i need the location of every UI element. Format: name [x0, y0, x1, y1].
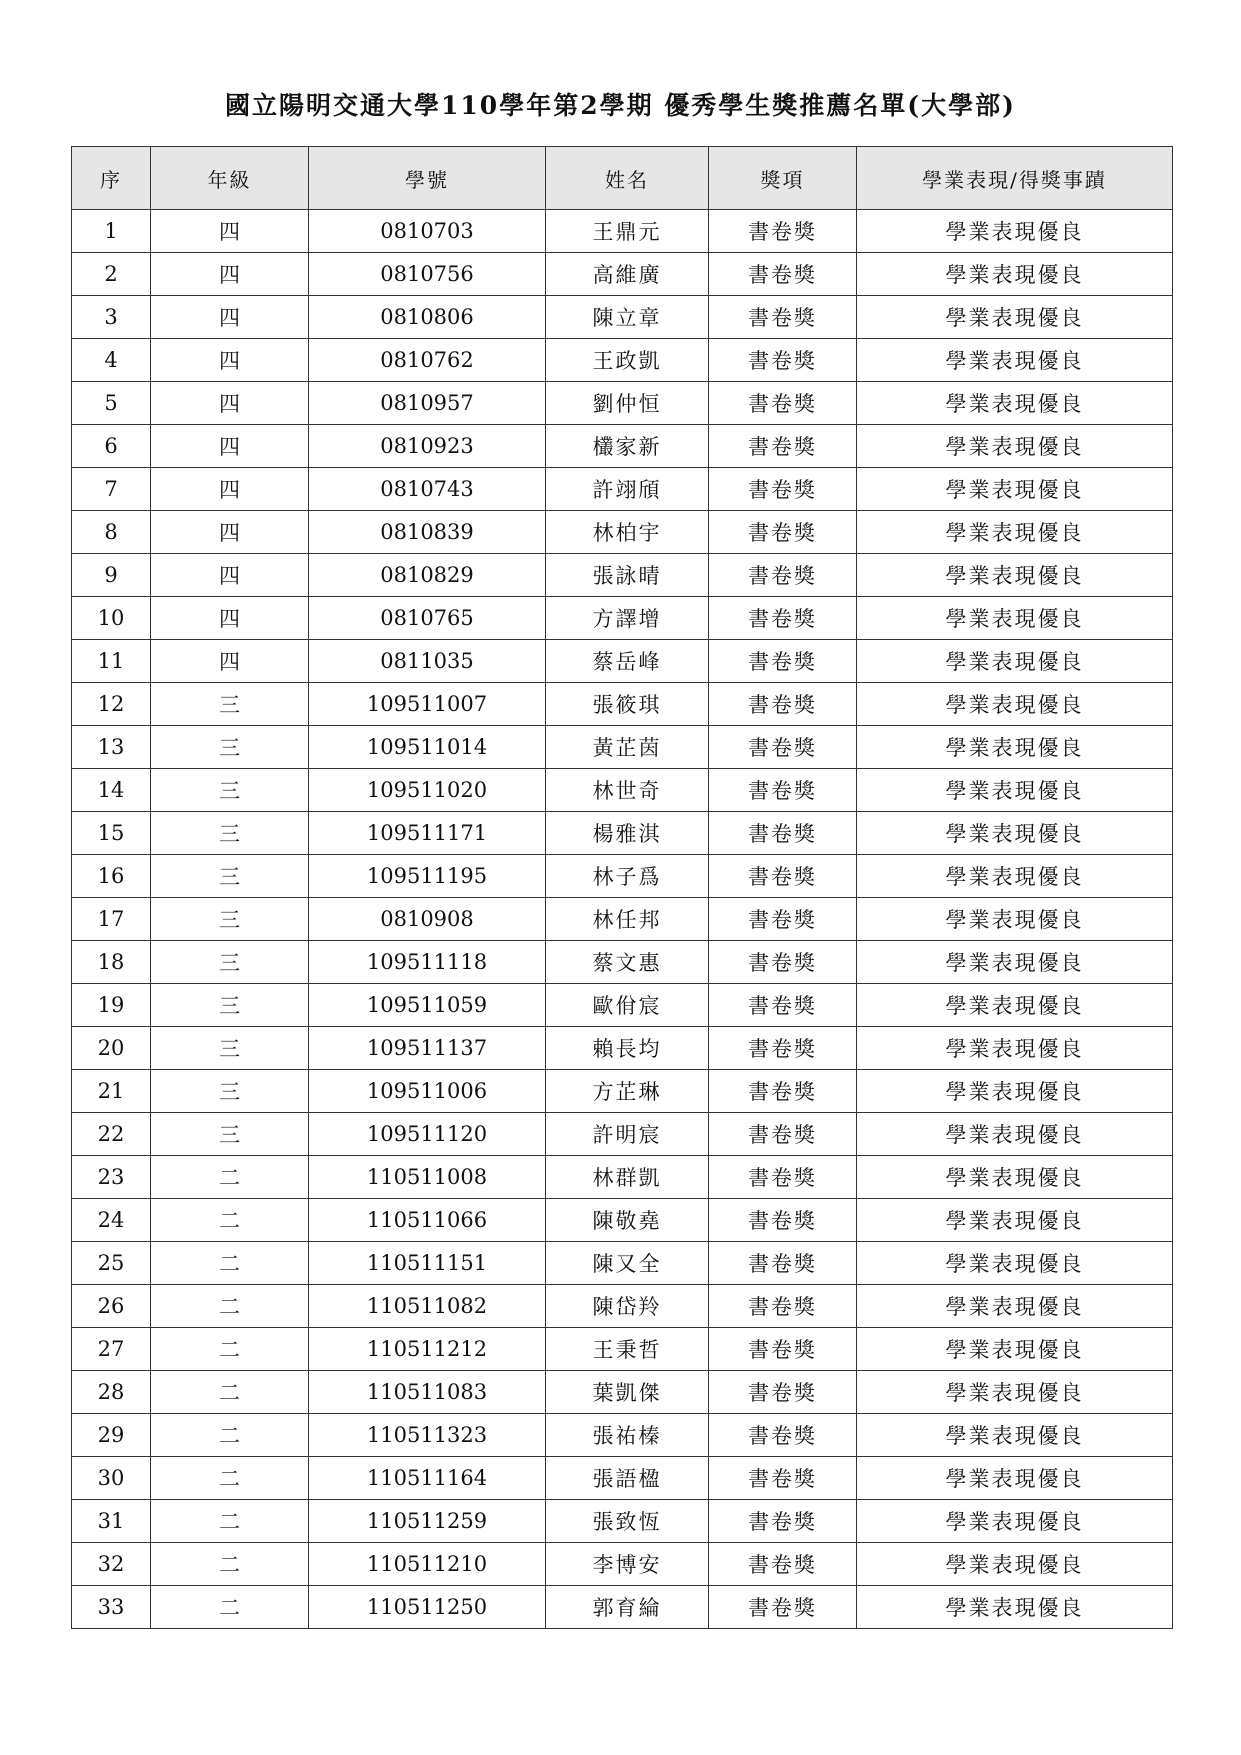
cell-student-id: 110511250	[309, 1586, 546, 1629]
cell-award: 書卷獎	[709, 812, 857, 855]
cell-student-id: 0811035	[309, 640, 546, 683]
cell-seq: 26	[72, 1285, 151, 1328]
cell-award: 書卷獎	[709, 640, 857, 683]
table-row	[72, 941, 1173, 984]
cell-name: 張致恆	[546, 1500, 709, 1543]
cell-seq: 30	[72, 1457, 151, 1500]
cell-grade: 四	[151, 210, 309, 253]
cell-grade: 三	[151, 769, 309, 812]
cell-remark: 學業表現優良	[857, 210, 1173, 253]
table-row	[72, 253, 1173, 296]
cell-seq: 18	[72, 941, 151, 984]
cell-remark: 學業表現優良	[857, 1414, 1173, 1457]
cell-award: 書卷獎	[709, 683, 857, 726]
cell-grade: 二	[151, 1457, 309, 1500]
cell-remark: 學業表現優良	[857, 855, 1173, 898]
cell-award: 書卷獎	[709, 1156, 857, 1199]
cell-award: 書卷獎	[709, 1113, 857, 1156]
table-header	[72, 147, 1173, 210]
cell-remark: 學業表現優良	[857, 1027, 1173, 1070]
cell-student-id: 110511082	[309, 1285, 546, 1328]
table-row	[72, 1027, 1173, 1070]
cell-name: 林任邦	[546, 898, 709, 941]
cell-award: 書卷獎	[709, 382, 857, 425]
cell-remark: 學業表現優良	[857, 898, 1173, 941]
table-row	[72, 855, 1173, 898]
cell-grade: 二	[151, 1242, 309, 1285]
cell-student-id: 0810743	[309, 468, 546, 511]
cell-seq: 17	[72, 898, 151, 941]
cell-remark: 學業表現優良	[857, 1199, 1173, 1242]
cell-award: 書卷獎	[709, 1242, 857, 1285]
cell-grade: 四	[151, 425, 309, 468]
cell-name: 葉凱傑	[546, 1371, 709, 1414]
table-row	[72, 210, 1173, 253]
cell-name: 歐佾宸	[546, 984, 709, 1027]
cell-student-id: 0810908	[309, 898, 546, 941]
cell-remark: 學業表現優良	[857, 511, 1173, 554]
cell-award: 書卷獎	[709, 855, 857, 898]
cell-remark: 學業表現優良	[857, 597, 1173, 640]
table-row	[72, 554, 1173, 597]
cell-seq: 33	[72, 1586, 151, 1629]
table-row	[72, 1285, 1173, 1328]
cell-seq: 10	[72, 597, 151, 640]
document-title: 國立陽明交通大學110學年第2學期 優秀學生獎推薦名單(大學部)	[225, 91, 1016, 120]
table-row	[72, 597, 1173, 640]
cell-grade: 二	[151, 1500, 309, 1543]
cell-grade: 二	[151, 1328, 309, 1371]
cell-remark: 學業表現優良	[857, 769, 1173, 812]
cell-remark: 學業表現優良	[857, 1285, 1173, 1328]
cell-student-id: 109511020	[309, 769, 546, 812]
cell-award: 書卷獎	[709, 1199, 857, 1242]
cell-student-id: 0810806	[309, 296, 546, 339]
cell-seq: 14	[72, 769, 151, 812]
table-row	[72, 898, 1173, 941]
cell-remark: 學業表現優良	[857, 984, 1173, 1027]
cell-student-id: 109511006	[309, 1070, 546, 1113]
table-row	[72, 1328, 1173, 1371]
cell-student-id: 110511066	[309, 1199, 546, 1242]
header-name: 姓名	[546, 147, 709, 210]
cell-award: 書卷獎	[709, 296, 857, 339]
cell-seq: 19	[72, 984, 151, 1027]
cell-grade: 四	[151, 511, 309, 554]
cell-remark: 學業表現優良	[857, 554, 1173, 597]
cell-award: 書卷獎	[709, 941, 857, 984]
cell-award: 書卷獎	[709, 1285, 857, 1328]
cell-name: 陳岱羚	[546, 1285, 709, 1328]
cell-student-id: 0810839	[309, 511, 546, 554]
cell-remark: 學業表現優良	[857, 1242, 1173, 1285]
cell-award: 書卷獎	[709, 339, 857, 382]
cell-award: 書卷獎	[709, 1543, 857, 1586]
cell-name: 張筱琪	[546, 683, 709, 726]
cell-award: 書卷獎	[709, 726, 857, 769]
cell-award: 書卷獎	[709, 425, 857, 468]
cell-seq: 25	[72, 1242, 151, 1285]
cell-name: 林柏宇	[546, 511, 709, 554]
cell-remark: 學業表現優良	[857, 1457, 1173, 1500]
cell-student-id: 0810923	[309, 425, 546, 468]
cell-award: 書卷獎	[709, 1371, 857, 1414]
cell-award: 書卷獎	[709, 468, 857, 511]
cell-grade: 三	[151, 1070, 309, 1113]
cell-award: 書卷獎	[709, 984, 857, 1027]
cell-grade: 三	[151, 941, 309, 984]
cell-name: 林群凱	[546, 1156, 709, 1199]
cell-name: 林子爲	[546, 855, 709, 898]
cell-award: 書卷獎	[709, 1328, 857, 1371]
cell-student-id: 110511212	[309, 1328, 546, 1371]
cell-remark: 學業表現優良	[857, 726, 1173, 769]
cell-name: 陳立章	[546, 296, 709, 339]
table-row	[72, 511, 1173, 554]
cell-remark: 學業表現優良	[857, 339, 1173, 382]
table-row	[72, 1242, 1173, 1285]
cell-grade: 三	[151, 683, 309, 726]
cell-seq: 23	[72, 1156, 151, 1199]
cell-student-id: 110511151	[309, 1242, 546, 1285]
cell-award: 書卷獎	[709, 554, 857, 597]
cell-student-id: 0810957	[309, 382, 546, 425]
table-row	[72, 1457, 1173, 1500]
cell-grade: 三	[151, 898, 309, 941]
cell-name: 王秉哲	[546, 1328, 709, 1371]
table-row	[72, 1199, 1173, 1242]
cell-grade: 二	[151, 1543, 309, 1586]
table-row	[72, 769, 1173, 812]
cell-award: 書卷獎	[709, 1414, 857, 1457]
cell-name: 方芷琳	[546, 1070, 709, 1113]
cell-grade: 四	[151, 339, 309, 382]
table-row	[72, 1586, 1173, 1629]
cell-seq: 20	[72, 1027, 151, 1070]
cell-grade: 四	[151, 468, 309, 511]
cell-award: 書卷獎	[709, 1457, 857, 1500]
cell-grade: 四	[151, 640, 309, 683]
header-remark: 學業表現/得獎事蹟	[857, 147, 1173, 210]
table-row	[72, 1156, 1173, 1199]
table-row	[72, 683, 1173, 726]
cell-remark: 學業表現優良	[857, 683, 1173, 726]
cell-name: 陳敬堯	[546, 1199, 709, 1242]
cell-name: 高維廣	[546, 253, 709, 296]
cell-seq: 22	[72, 1113, 151, 1156]
cell-grade: 三	[151, 1113, 309, 1156]
cell-seq: 21	[72, 1070, 151, 1113]
cell-name: 賴長均	[546, 1027, 709, 1070]
cell-student-id: 110511323	[309, 1414, 546, 1457]
cell-award: 書卷獎	[709, 1027, 857, 1070]
table-row	[72, 382, 1173, 425]
cell-student-id: 0810765	[309, 597, 546, 640]
cell-seq: 1	[72, 210, 151, 253]
cell-remark: 學業表現優良	[857, 1156, 1173, 1199]
cell-grade: 三	[151, 1027, 309, 1070]
table-row	[72, 1543, 1173, 1586]
cell-student-id: 110511259	[309, 1500, 546, 1543]
cell-name: 王政凱	[546, 339, 709, 382]
table-row	[72, 1070, 1173, 1113]
cell-grade: 三	[151, 812, 309, 855]
cell-seq: 27	[72, 1328, 151, 1371]
cell-seq: 7	[72, 468, 151, 511]
cell-grade: 三	[151, 984, 309, 1027]
cell-student-id: 110511164	[309, 1457, 546, 1500]
cell-seq: 4	[72, 339, 151, 382]
cell-seq: 11	[72, 640, 151, 683]
cell-remark: 學業表現優良	[857, 296, 1173, 339]
cell-seq: 32	[72, 1543, 151, 1586]
cell-student-id: 110511083	[309, 1371, 546, 1414]
table-row	[72, 1113, 1173, 1156]
cell-student-id: 109511014	[309, 726, 546, 769]
cell-name: 許翊頎	[546, 468, 709, 511]
cell-student-id: 0810762	[309, 339, 546, 382]
cell-seq: 15	[72, 812, 151, 855]
table-row	[72, 812, 1173, 855]
cell-student-id: 109511137	[309, 1027, 546, 1070]
cell-student-id: 109511118	[309, 941, 546, 984]
cell-grade: 二	[151, 1371, 309, 1414]
cell-seq: 24	[72, 1199, 151, 1242]
cell-name: 蔡岳峰	[546, 640, 709, 683]
cell-name: 劉仲恒	[546, 382, 709, 425]
cell-grade: 四	[151, 597, 309, 640]
cell-name: 張語楹	[546, 1457, 709, 1500]
cell-grade: 二	[151, 1414, 309, 1457]
cell-grade: 三	[151, 726, 309, 769]
table-row	[72, 1371, 1173, 1414]
cell-remark: 學業表現優良	[857, 425, 1173, 468]
cell-award: 書卷獎	[709, 1586, 857, 1629]
cell-award: 書卷獎	[709, 253, 857, 296]
award-table	[71, 146, 1173, 1629]
cell-student-id: 0810756	[309, 253, 546, 296]
table-row	[72, 1414, 1173, 1457]
cell-remark: 學業表現優良	[857, 941, 1173, 984]
table-row	[72, 640, 1173, 683]
cell-name: 楊雅淇	[546, 812, 709, 855]
cell-remark: 學業表現優良	[857, 1371, 1173, 1414]
cell-name: 林世奇	[546, 769, 709, 812]
cell-student-id: 109511007	[309, 683, 546, 726]
table-row	[72, 1500, 1173, 1543]
cell-student-id: 109511171	[309, 812, 546, 855]
cell-name: 郭育綸	[546, 1586, 709, 1629]
cell-name: 張祐榛	[546, 1414, 709, 1457]
cell-award: 書卷獎	[709, 769, 857, 812]
cell-seq: 9	[72, 554, 151, 597]
table-row	[72, 726, 1173, 769]
cell-name: 方譯增	[546, 597, 709, 640]
table-row	[72, 468, 1173, 511]
header-seq: 序	[72, 147, 151, 210]
cell-seq: 3	[72, 296, 151, 339]
cell-remark: 學業表現優良	[857, 382, 1173, 425]
cell-remark: 學業表現優良	[857, 1070, 1173, 1113]
cell-name: 張詠晴	[546, 554, 709, 597]
cell-grade: 三	[151, 855, 309, 898]
header-grade: 年級	[151, 147, 309, 210]
cell-name: 黃芷茵	[546, 726, 709, 769]
cell-award: 書卷獎	[709, 898, 857, 941]
cell-name: 王鼎元	[546, 210, 709, 253]
cell-seq: 5	[72, 382, 151, 425]
cell-award: 書卷獎	[709, 210, 857, 253]
cell-name: 李博安	[546, 1543, 709, 1586]
cell-award: 書卷獎	[709, 597, 857, 640]
cell-name: 許明宸	[546, 1113, 709, 1156]
cell-grade: 四	[151, 253, 309, 296]
cell-award: 書卷獎	[709, 1070, 857, 1113]
cell-grade: 四	[151, 382, 309, 425]
cell-remark: 學業表現優良	[857, 1500, 1173, 1543]
cell-seq: 28	[72, 1371, 151, 1414]
cell-grade: 二	[151, 1199, 309, 1242]
cell-remark: 學業表現優良	[857, 1328, 1173, 1371]
cell-student-id: 0810829	[309, 554, 546, 597]
cell-seq: 8	[72, 511, 151, 554]
cell-remark: 學業表現優良	[857, 812, 1173, 855]
cell-seq: 6	[72, 425, 151, 468]
cell-remark: 學業表現優良	[857, 1543, 1173, 1586]
cell-student-id: 0810703	[309, 210, 546, 253]
table-body	[72, 210, 1173, 1629]
header-student-id: 學號	[309, 147, 546, 210]
cell-seq: 13	[72, 726, 151, 769]
table-row	[72, 296, 1173, 339]
cell-name: 蔡文惠	[546, 941, 709, 984]
cell-grade: 二	[151, 1586, 309, 1629]
cell-name: 欉家新	[546, 425, 709, 468]
table-row	[72, 425, 1173, 468]
cell-student-id: 110511210	[309, 1543, 546, 1586]
cell-remark: 學業表現優良	[857, 640, 1173, 683]
cell-student-id: 109511195	[309, 855, 546, 898]
cell-grade: 二	[151, 1285, 309, 1328]
header-row	[72, 147, 1173, 210]
cell-seq: 29	[72, 1414, 151, 1457]
table-row	[72, 984, 1173, 1027]
cell-student-id: 109511120	[309, 1113, 546, 1156]
cell-remark: 學業表現優良	[857, 1113, 1173, 1156]
cell-award: 書卷獎	[709, 1500, 857, 1543]
cell-remark: 學業表現優良	[857, 468, 1173, 511]
cell-seq: 31	[72, 1500, 151, 1543]
cell-remark: 學業表現優良	[857, 1586, 1173, 1629]
header-award: 獎項	[709, 147, 857, 210]
cell-grade: 四	[151, 296, 309, 339]
cell-remark: 學業表現優良	[857, 253, 1173, 296]
cell-name: 陳又全	[546, 1242, 709, 1285]
cell-award: 書卷獎	[709, 511, 857, 554]
cell-grade: 四	[151, 554, 309, 597]
cell-student-id: 110511008	[309, 1156, 546, 1199]
cell-grade: 二	[151, 1156, 309, 1199]
cell-seq: 12	[72, 683, 151, 726]
cell-seq: 2	[72, 253, 151, 296]
cell-seq: 16	[72, 855, 151, 898]
cell-student-id: 109511059	[309, 984, 546, 1027]
table-row	[72, 339, 1173, 382]
